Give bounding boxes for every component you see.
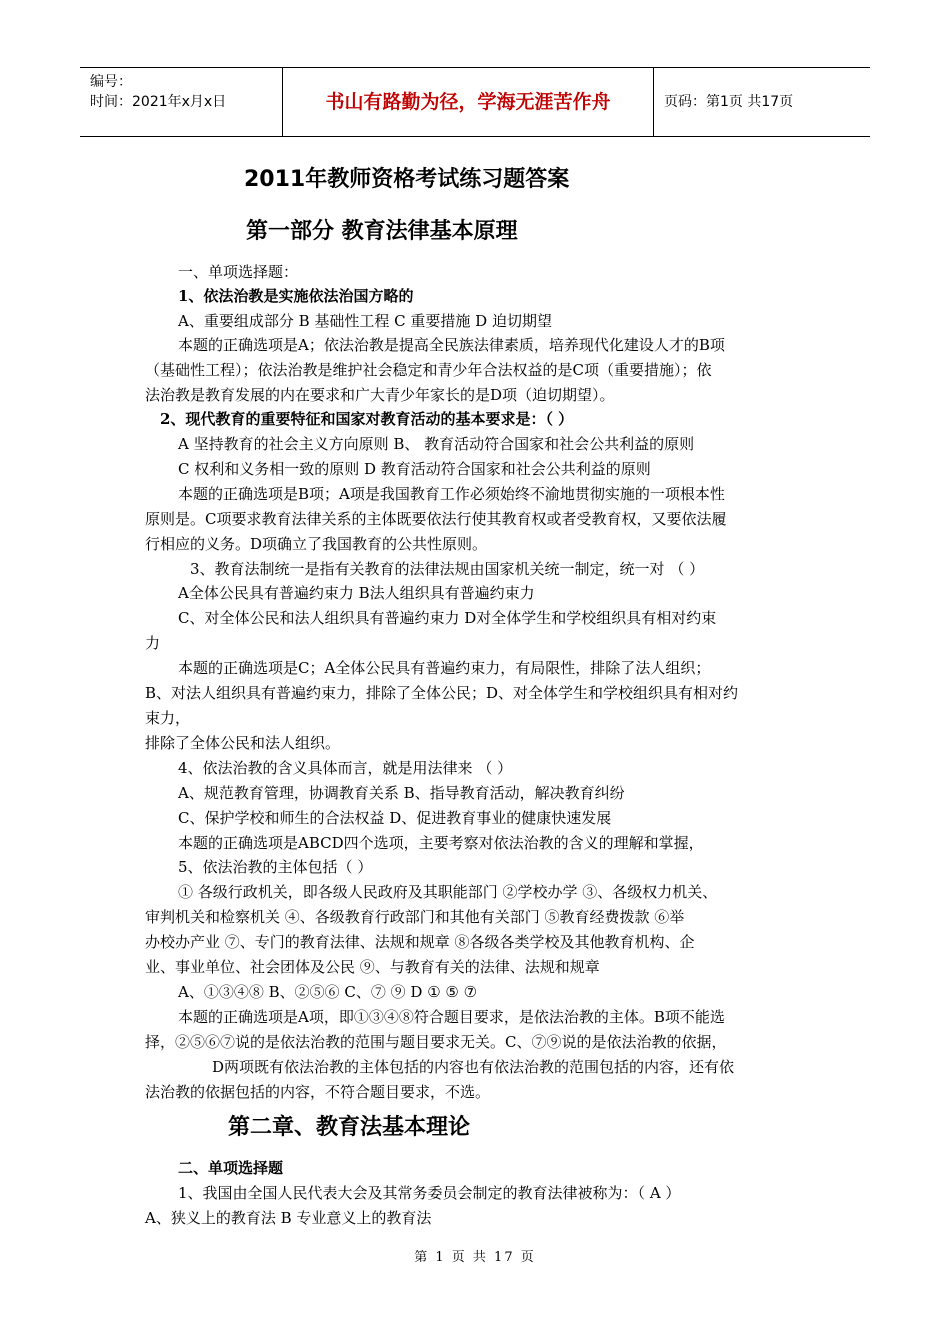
question-5: 5、依法治教的主体包括（ ） xyxy=(178,858,373,876)
answer-5-line-3: D两项既有依法治教的主体包括的内容也有依法治教的范围包括的内容，还有依 xyxy=(212,1058,735,1076)
question-5-items-4: 业、事业单位、社会团体及公民 ⑨、与教育有关的法律、法规和规章 xyxy=(145,958,600,976)
part-title: 第一部分 教育法律基本原理 xyxy=(246,219,518,244)
question-2-options-a: A 坚持教育的社会主义方向原则 B、 教育活动符合国家和社会公共利益的原则 xyxy=(178,435,695,453)
chapter-question-1-options: A、狭义上的教育法 B 专业意义上的教育法 xyxy=(145,1209,432,1227)
question-1-options: A、重要组成部分 B 基础性工程 C 重要措施 D 迫切期望 xyxy=(178,312,552,330)
question-5-items-3: 办校办产业 ⑦、专门的教育法律、法规和规章 ⑧各级各类学校及其他教育机构、企 xyxy=(145,933,695,951)
question-5-options: A、①③④⑧ B、②⑤⑥ C、⑦ ⑨ D ① ⑤ ⑦ xyxy=(178,983,478,1001)
answer-2-line-2: 原则是。C项要求教育法律关系的主体既要依法行使其教育权或者受教育权，又要依法履 xyxy=(145,510,727,528)
question-2-options-b: C 权利和义务相一致的原则 D 教育活动符合国家和社会公共利益的原则 xyxy=(178,460,651,478)
header-meta xyxy=(80,68,282,136)
question-4-options-a: A、规范教育管理，协调教育关系 B、指导教育活动，解决教育纠纷 xyxy=(178,784,625,802)
answer-5-line-1: 本题的正确选项是A项，即①③④⑧符合题目要求，是依法治教的主体。B项不能选 xyxy=(178,1008,725,1026)
question-3: 3、教育法制统一是指有关教育的法律法规由国家机关统一制定，统一对 （ ） xyxy=(190,560,705,578)
answer-4: 本题的正确选项是ABCD四个选项，主要考察对依法治教的含义的理解和掌握， xyxy=(178,834,704,852)
header-page-info: 页码：第1页 共17页 xyxy=(664,94,794,110)
answer-5-line-4: 法治教的依据包括的内容，不符合题目要求，不选。 xyxy=(145,1083,491,1101)
question-1: 1、依法治教是实施依法治国方略的 xyxy=(178,287,414,305)
answer-1-line-2: （基础性工程）；依法治教是维护社会稳定和青少年合法权益的是C项（重要措施）；依 xyxy=(145,361,712,379)
question-4-options-b: C、保护学校和师生的合法权益 D、促进教育事业的健康快速发展 xyxy=(178,809,612,827)
doc-title: 2011年教师资格考试练习题答案 xyxy=(244,167,570,192)
question-2: 2、现代教育的重要特征和国家对教育活动的基本要求是：（ ） xyxy=(160,410,574,428)
chapter-section-heading: 二、单项选择题 xyxy=(178,1159,284,1177)
page-footer: 第 1 页 共 17 页 xyxy=(414,1250,536,1265)
date-label: 时间：2021年x月x日 xyxy=(90,94,227,110)
answer-3-line-3: 束力， xyxy=(145,709,191,727)
header-motto: 书山有路勤为径，学海无涯苦作舟 xyxy=(282,68,654,136)
number-label: 编号： xyxy=(90,74,132,90)
question-3-options-c: 力 xyxy=(145,634,161,652)
section-heading: 一、单项选择题： xyxy=(178,263,299,281)
page-header xyxy=(80,67,870,137)
answer-1-line-3: 法治教是教育发展的内在要求和广大青少年家长的是D项（迫切期望）。 xyxy=(145,386,615,404)
answer-2-line-3: 行相应的义务。D项确立了我国教育的公共性原则。 xyxy=(145,535,488,553)
chapter-question-1: 1、我国由全国人民代表大会及其常务委员会制定的教育法律被称为：（ A ） xyxy=(178,1184,681,1202)
answer-3-line-2: B、对法人组织具有普遍约束力，排除了全体公民；D、对全体学生和学校组织具有相对约 xyxy=(145,684,739,702)
question-3-options-b: C、对全体公民和法人组织具有普遍约束力 D对全体学生和学校组织具有相对约束 xyxy=(178,609,717,627)
question-4: 4、依法治教的含义具体而言，就是用法律来 （ ） xyxy=(178,759,513,777)
answer-3-line-4: 排除了全体公民和法人组织。 xyxy=(145,734,341,752)
answer-2-line-1: 本题的正确选项是B项；A项是我国教育工作必须始终不渝地贯彻实施的一项根本性 xyxy=(178,485,725,503)
question-5-items-2: 审判机关和检察机关 ④、各级教育行政部门和其他有关部门 ⑤教育经费拨款 ⑥举 xyxy=(145,908,685,926)
answer-1-line-1: 本题的正确选项是A；依法治教是提高全民族法律素质，培养现代化建设人才的B项 xyxy=(178,336,725,354)
question-5-items-1: ① 各级行政机关，即各级人民政府及其职能部门 ②学校办学 ③、各级权力机关、 xyxy=(178,883,718,901)
answer-3-line-1: 本题的正确选项是C；A全体公民具有普遍约束力，有局限性，排除了法人组织； xyxy=(178,659,711,677)
answer-5-line-2: 择，②⑤⑥⑦说的是依法治教的范围与题目要求无关。C、⑦⑨说的是依法治教的依据， xyxy=(145,1033,727,1051)
chapter-title: 第二章、教育法基本理论 xyxy=(228,1115,471,1140)
question-3-options-a: A全体公民具有普遍约束力 B法人组织具有普遍约束力 xyxy=(178,584,535,602)
